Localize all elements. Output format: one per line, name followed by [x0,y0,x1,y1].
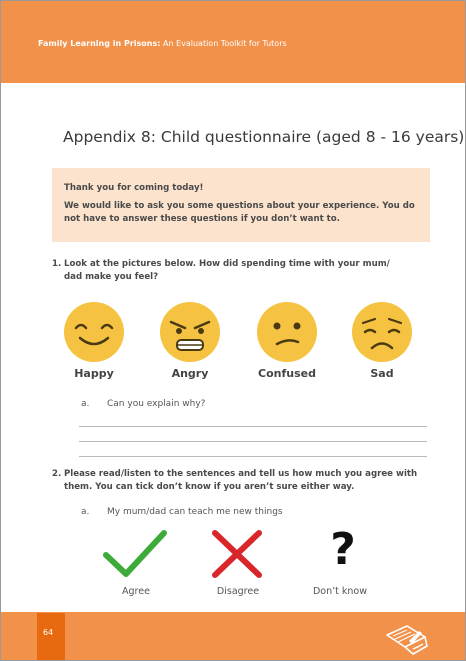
question-2-text: Please read/listen to the sentences and tell us how much you agree with them. You can tick don’t know if you aren’t sure either way. [64,469,418,492]
question-2a-text: My mum/dad can teach me new things [107,507,283,517]
disagree-label: Disagree [216,586,260,597]
question-mark-icon[interactable]: ? [330,524,356,575]
question-1-text: Look at the pictures below. How did spending time with your mum/ dad make you feel? [64,259,390,282]
green-check-icon[interactable] [102,528,168,580]
confused-face-icon [256,301,318,363]
angry-face-icon [159,301,221,363]
answer-line-3[interactable] [79,456,427,457]
question-1a-letter: a. [81,399,90,409]
question-2 [52,468,432,498]
answer-line-1[interactable] [79,426,427,427]
question-1a-text: Can you explain why? [107,399,206,409]
header-title-rest: An Evaluation Toolkit for Tutors [160,39,287,48]
page-title: Appendix 8: Child questionnaire (aged 8 - 16 years) [63,128,465,146]
angry-label: Angry [171,367,209,380]
question-1a [81,399,205,409]
intro-box [52,168,430,242]
sad-face-icon [351,301,413,363]
question-1-number: 1. [52,259,62,269]
header-title-bold: Family Learning in Prisons: [38,39,161,48]
agree-label: Agree [122,586,150,597]
happy-label: Happy [74,367,114,380]
sad-label: Sad [370,367,394,380]
happy-face-icon [63,301,125,363]
dont-know-label: Don’t know [312,586,368,597]
page-header [1,1,465,83]
question-2a [81,507,283,517]
header-title [38,39,287,48]
question-2-number: 2. [52,469,62,479]
confused-label: Confused [258,367,316,380]
page-number: 64 [37,613,65,660]
answer-line-2[interactable] [79,441,427,442]
hand-writing-icon [385,623,429,655]
intro-thanks: Thank you for coming today! [64,183,204,193]
question-2a-letter: a. [81,507,90,517]
intro-explanation: We would like to ask you some questions about your experience. You do not have to answer these questions if you don’t want to. [64,201,415,224]
question-1 [52,258,432,288]
red-cross-icon[interactable] [211,529,263,579]
